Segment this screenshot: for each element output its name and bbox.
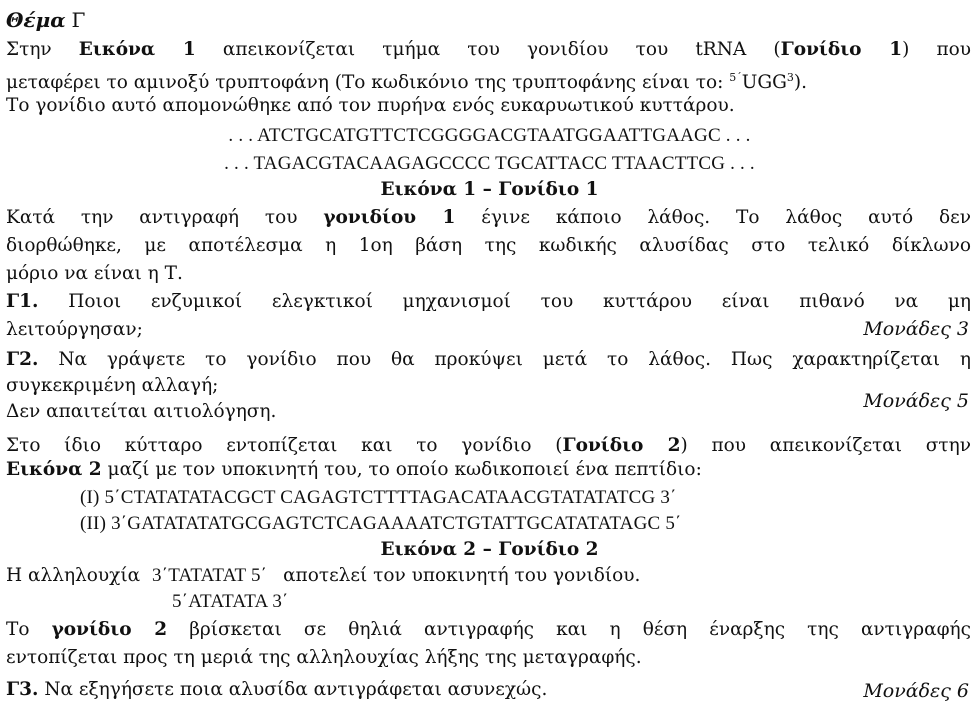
strand-start: 3΄: [111, 513, 128, 534]
figure-ref: Εικόνα 2: [6, 459, 102, 480]
gene-ref: Γονίδιο 2: [562, 435, 681, 456]
intro-line-3: Το γονίδιο αυτό απομονώθηκε από τον πυρήνα ενός ευκαρυωτικού κυττάρου.: [6, 95, 735, 116]
figure-2-caption: Εικόνα 2 – Γονίδιο 2: [380, 539, 599, 560]
text: Κατά την αντιγραφή του: [6, 207, 298, 228]
error-line-1: [6, 206, 971, 230]
question-g2-line-3: Δεν απαιτείται αιτιολόγηση.: [6, 401, 277, 422]
text: απεικονίζεται τμήμα του γονιδίου του tRNA (: [222, 39, 781, 60]
gene2-intro-line-1: [6, 434, 971, 458]
theme-letter: Γ: [71, 8, 86, 32]
question-g2-line-1: [6, 348, 971, 372]
promoter-line-1: [6, 564, 971, 588]
question-g3-units: Μονάδες 6: [863, 680, 969, 702]
codon: UGG: [741, 72, 787, 94]
text: Στην: [6, 39, 52, 60]
text: Να γράψετε το γονίδιο που θα προκύψει μετά το λάθος. Πως χαρακτηρίζεται η: [58, 349, 971, 370]
strand-sequence: CTATATATACGCT CAGAGTCTTTTAGACATAACGTATATATCG: [120, 487, 656, 508]
text: μαζί με τον υποκινητή του, το οποίο κωδικοποιεί ένα πεπτίδιο:: [107, 459, 702, 480]
question-g1-units: Μονάδες 3: [863, 318, 969, 340]
strand-end: 3΄: [660, 487, 677, 508]
gene-ref: γονιδίου 1: [323, 207, 456, 228]
text: βρίσκεται σε θηλιά αντιγραφής και η θέση έναρξης της αντιγραφής: [189, 619, 971, 640]
text: αποτελεί τον υποκινητή του γονιδίου.: [283, 565, 641, 586]
gene2-strand-I: [80, 486, 971, 510]
question-g2-line-2: συγκεκριμένη αλλαγή;: [6, 375, 219, 396]
strand-start: 5΄: [104, 487, 121, 508]
gene1-strand-1: . . . ATCTGCATGTTCTCGGGGACGTAATGGAATTGAAGC . . .: [228, 125, 751, 146]
text: ) που: [902, 39, 971, 60]
strand-sequence: GATATATATGCGAGTCTCAGAAAATCTGTATTGCATATATAGC: [127, 513, 661, 534]
replication-line-1: [6, 618, 971, 642]
text: Η αλληλουχία: [6, 565, 141, 586]
gene1-strand-2: . . . TAGACGTACAAGAGCCCC TGCATTACC TTAACTTCG . . .: [224, 153, 755, 174]
promoter-seq-top: 3΄TATATAT 5΄: [152, 565, 268, 586]
text: Στο ίδιο κύτταρο εντοπίζεται και το γονίδιο (: [6, 435, 563, 456]
intro-line-2: [6, 66, 971, 95]
figure-ref: Εικόνα 1: [78, 39, 196, 60]
theme-heading: [6, 8, 971, 34]
text: Το: [6, 619, 30, 640]
codon-3prime: 3: [786, 71, 794, 84]
figure-1-caption: Εικόνα 1 – Γονίδιο 1: [380, 179, 599, 200]
question-g2-label: Γ2.: [6, 349, 39, 370]
theme-word: Θέμα: [6, 8, 66, 32]
question-g3-label: Γ3.: [6, 679, 39, 700]
text: Να εξηγήσετε ποια αλυσίδα αντιγράφεται ασυνεχώς.: [44, 679, 548, 700]
text: ) που απεικονίζεται στην: [680, 435, 971, 456]
text: μεταφέρει το αμινοξύ τρυπτοφάνη (Το κωδικόνιο της τρυπτοφάνης είναι το:: [6, 72, 724, 94]
promoter-seq-bottom: 5΄ATATATA 3΄: [172, 591, 289, 612]
strand-label: (I): [80, 487, 100, 508]
text: ).: [793, 72, 808, 94]
error-line-2: διορθώθηκε, με αποτέλεσμα η 1oη βάση της κωδικής αλυσίδας στο τελικό δίκλωνο: [6, 235, 971, 256]
strand-label: (II): [80, 513, 107, 534]
strand-end: 5΄: [665, 513, 682, 534]
question-g1-label: Γ1.: [6, 291, 39, 312]
question-g3-line: [6, 678, 971, 702]
gene-ref: Γονίδιο 1: [780, 39, 903, 60]
question-g1-line-1: [6, 290, 971, 314]
gene2-intro-line-2: [6, 458, 971, 482]
question-g2-units: Μονάδες 5: [863, 390, 969, 412]
text: έγινε κάποιο λάθος. Το λάθος αυτό δεν: [481, 207, 971, 228]
question-g1-line-2: λειτούργησαν;: [6, 319, 143, 340]
intro-line-1: [6, 38, 971, 62]
gene-ref: γονίδιο 2: [51, 619, 168, 640]
codon-5prime: 5΄: [729, 71, 742, 84]
replication-line-2: εντοπίζεται προς τη μεριά της αλληλουχίας λήξης της μεταγραφής.: [6, 647, 642, 668]
gene2-strand-II: [80, 512, 971, 536]
error-line-3: μόριο να είναι η Τ.: [6, 263, 183, 284]
text: Ποιοι ενζυμικοί ελεγκτικοί μηχανισμοί του κυττάρου είναι πιθανό να μη: [68, 291, 971, 312]
